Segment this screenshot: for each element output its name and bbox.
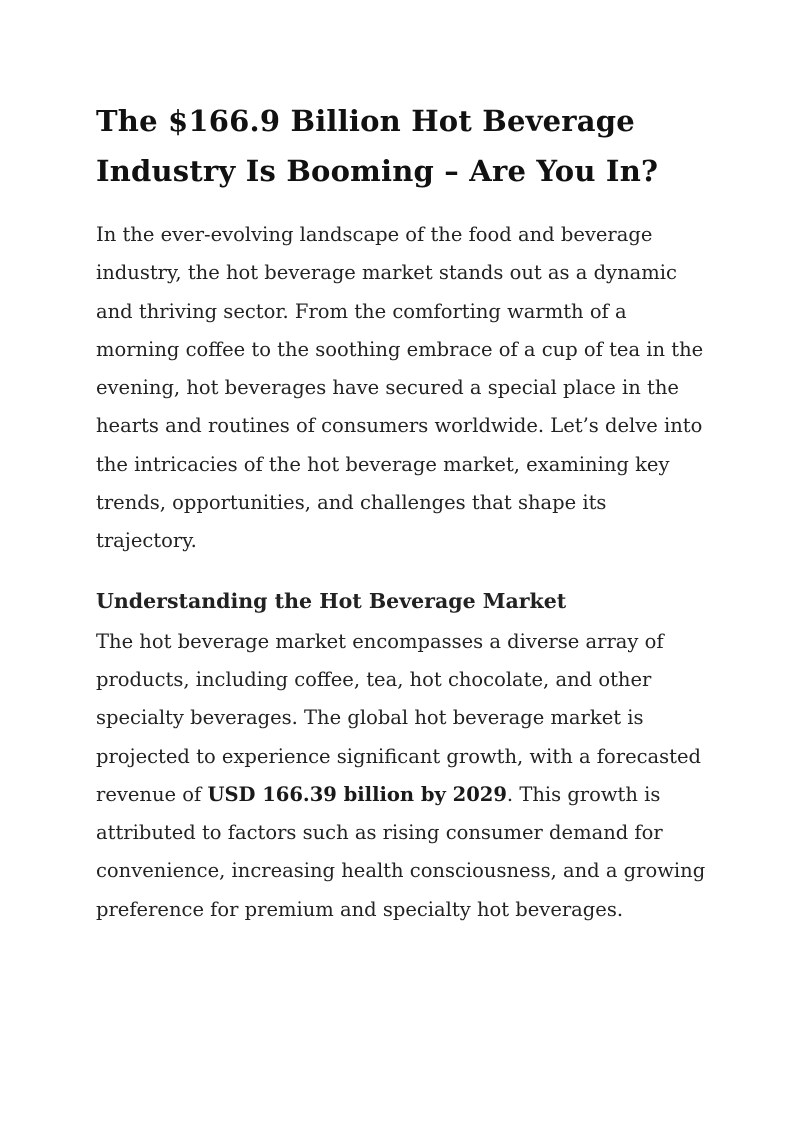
section-heading: Understanding the Hot Beverage Market — [96, 588, 567, 613]
article — [96, 96, 706, 929]
section-text-before: The hot beverage market encompasses a diverse array of products, including coffee, tea, hot chocolate, and other specialty beverages. The global hot beverage market is projected to experience significant growth, with a forecasted revenue of — [96, 629, 702, 806]
section-text-after: . This growth is attributed to factors such as rising consumer demand for convenience, increasing health consciousness, and a growing preference for premium and specialty hot beverages. — [96, 782, 706, 921]
revenue-highlight: USD 166.39 billion by 2029 — [207, 782, 507, 806]
article-title: The $166.9 Billion Hot Beverage Industry Is Booming – Are You In? — [96, 104, 659, 188]
intro-paragraph: In the ever-evolving landscape of the food and beverage industry, the hot beverage market stands out as a dynamic and thriving sector. From the comforting warmth of a morning coffee to the soothing embrace of a cup of tea in the evening, hot beverages have secured a special place in the hearts and routines of consumers worldwide. Let’s delve into the intricacies of the hot beverage market, examining key trends, opportunities, and challenges that shape its trajectory. — [96, 223, 704, 553]
section-paragraph — [96, 623, 706, 929]
